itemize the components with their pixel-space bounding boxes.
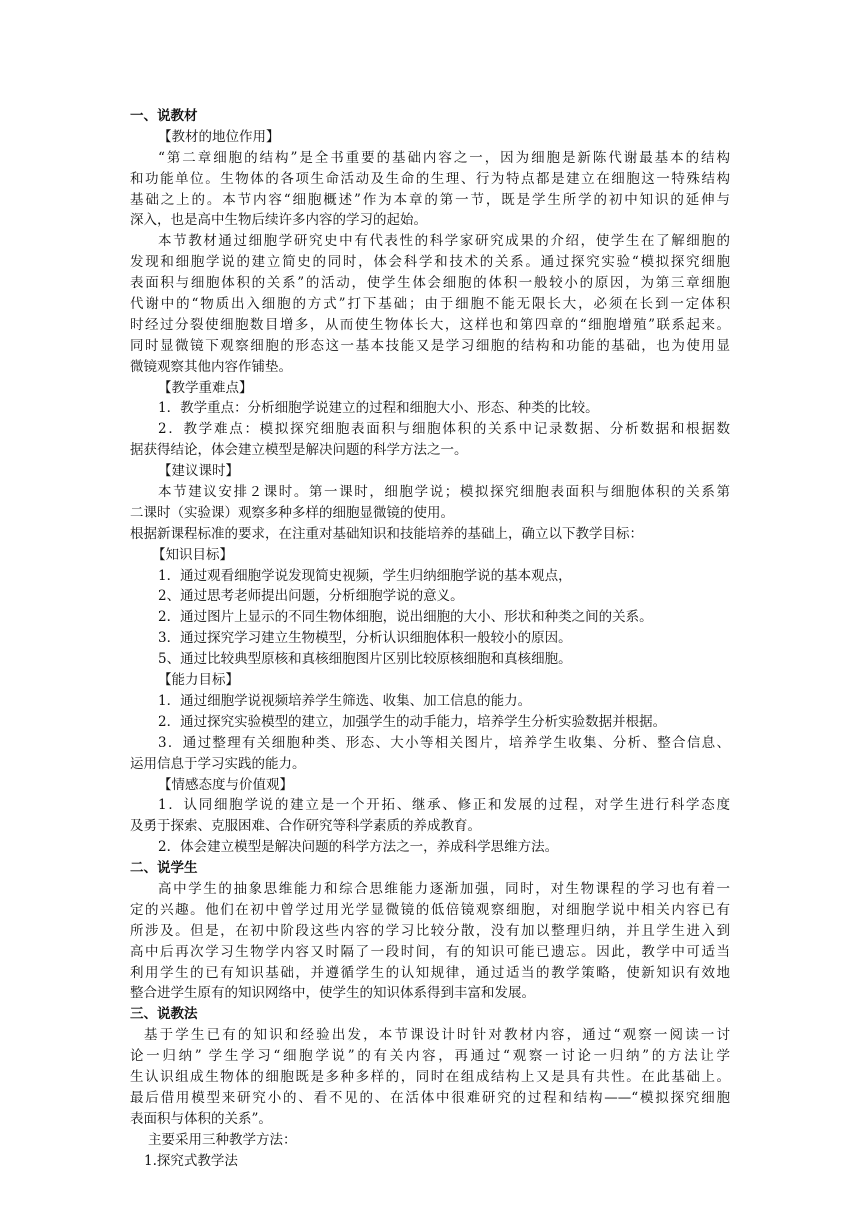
paragraph-line: 及勇于探索、克服困难、合作研究等科学素质的养成教育。 xyxy=(130,818,481,835)
paragraph-line: 高中学生的抽象思维能力和综合思维能力逐渐加强，同时，对生物课程的学习也有着一 xyxy=(158,880,730,897)
paragraph-line: 深入，也是高中生物后续许多内容的学习的起始。 xyxy=(130,212,427,229)
section-heading: 三、说教法 xyxy=(130,1006,198,1023)
subsection-heading: 【教学重难点】 xyxy=(158,379,253,396)
document-body xyxy=(130,106,730,1171)
paragraph-line: 2、通过思考老师提出问题，分析细胞学说的意义。 xyxy=(158,588,464,605)
paragraph-line: 定的兴趣。他们在初中曾学过用光学显微镜的低倍镜观察细胞，对细胞学说中相关内容已有 xyxy=(130,901,730,918)
paragraph-line: 所涉及。但是，在初中阶段这些内容的学习比较分散，没有加以整理归纳，并且学生进入到 xyxy=(130,922,730,939)
paragraph-line: 表面积与体积的关系”。 xyxy=(130,1110,272,1127)
paragraph-line: 2．体会建立模型是解决问题的科学方法之一，养成科学思维方法。 xyxy=(158,839,559,856)
paragraph-line: 基于学生已有的知识和经验出发，本节课设计时针对教材内容，通过“观察一阅读一讨 xyxy=(144,1027,730,1044)
paragraph-line: 微镜观察其他内容作铺垫。 xyxy=(130,358,292,375)
subsection-heading: 【建议课时】 xyxy=(158,463,239,480)
paragraph-line: 本节教材通过细胞学研究史中有代表性的科学家研究成果的介绍，使学生在了解细胞的 xyxy=(158,233,730,250)
paragraph-line: 表面积与细胞体积的关系”的活动，使学生体会细胞的体积一般较小的原因，为第三章细胞 xyxy=(130,275,730,292)
paragraph-line: 同时显微镜下观察细胞的形态这一基本技能又是学习细胞的结构和功能的基础，也为使用显 xyxy=(130,337,730,354)
paragraph-line: 和功能单位。生物体的各项生命活动及生命的生理、行为特点都是建立在细胞这一特殊结构 xyxy=(130,170,730,187)
paragraph-line: 3．通过探究学习建立生物模型，分析认识细胞体积一般较小的原因。 xyxy=(158,630,572,647)
paragraph-line: 1.探究式教学法 xyxy=(144,1152,238,1169)
paragraph-line: 基础之上的。本节内容“细胞概述”作为本章的第一节，既是学生所学的初中知识的延伸与 xyxy=(130,191,730,208)
paragraph-line: 1．教学重点：分析细胞学说建立的过程和细胞大小、形态、种类的比较。 xyxy=(158,400,599,417)
paragraph-line: 生认识组成生物体的细胞既是多种多样的，同时在组成结构上又是具有共性。在此基础上。 xyxy=(130,1068,730,1085)
paragraph-line: 1．通过观看细胞学说发现简史视频，学生归纳细胞学说的基本观点， xyxy=(158,567,572,584)
paragraph-line: 发现和细胞学说的建立简史的同时，体会科学和技术的关系。通过探究实验“模拟探究细胞 xyxy=(130,254,730,271)
subsection-heading: 【能力目标】 xyxy=(158,672,239,689)
paragraph-line: 主要采用三种教学方法： xyxy=(148,1131,297,1148)
paragraph-line: 1．认同细胞学说的建立是一个开拓、继承、修正和发展的过程，对学生进行科学态度 xyxy=(158,797,730,814)
paragraph-line: 论一归纳” 学生学习“细胞学说”的有关内容，再通过“观察一讨论一归纳”的方法让学 xyxy=(130,1048,730,1065)
subsection-heading: 【教材的地位作用】 xyxy=(158,128,280,145)
paragraph-line: 本节建议安排２课时。第一课时，细胞学说；模拟探究细胞表面积与细胞体积的关系第 xyxy=(158,484,730,501)
paragraph-line: 二课时（实验课）观察多种多样的细胞显微镜的使用。 xyxy=(130,504,454,521)
paragraph-line: “第二章细胞的结构”是全书重要的基础内容之一，因为细胞是新陈代谢最基本的结构 xyxy=(158,149,730,166)
paragraph-line: 2．通过图片上显示的不同生物体细胞，说出细胞的大小、形状和种类之间的关系。 xyxy=(158,609,653,626)
paragraph-line: 2．教学难点：模拟探究细胞表面积与细胞体积的关系中记录数据、分析数据和根据数 xyxy=(158,421,730,438)
paragraph-line: 5、通过比较典型原核和真核细胞图片区别比较原核细胞和真核细胞。 xyxy=(158,651,572,668)
paragraph-line: 运用信息于学习实践的能力。 xyxy=(130,755,306,772)
paragraph-line: 3．通过整理有关细胞种类、形态、大小等相关图片，培养学生收集、分析、整合信息、 xyxy=(158,734,730,751)
paragraph-line: 据获得结论，体会建立模型是解决问题的科学方法之一。 xyxy=(130,442,468,459)
paragraph-line: 最后借用模型来研究小的、看不见的、在活体中很难研究的过程和结构——“模拟探究细胞 xyxy=(130,1089,730,1106)
paragraph-line: 整合进学生原有的知识网络中，使学生的知识体系得到丰富和发展。 xyxy=(130,985,535,1002)
paragraph-line: 利用学生的已有知识基础，并遵循学生的认知规律，通过适当的教学策略，使新知识有效地 xyxy=(130,964,730,981)
paragraph-line: 根据新课程标准的要求，在注重对基础知识和技能培养的基础上，确立以下教学目标： xyxy=(130,525,643,542)
paragraph-line: 时经过分裂使细胞数目增多，从而使生物体长大，这样也和第四章的“细胞增殖”联系起来。 xyxy=(130,316,730,333)
subsection-heading: 【知识目标】 xyxy=(152,546,233,563)
subsection-heading: 【情感态度与价值观】 xyxy=(158,776,293,793)
paragraph-line: 代谢中的“物质出入细胞的方式”打下基础；由于细胞不能无限长大，必须在长到一定体积 xyxy=(130,296,730,313)
paragraph-line: 1．通过细胞学说视频培养学生筛选、收集、加工信息的能力。 xyxy=(158,692,532,709)
paragraph-line: 2．通过探究实验模型的建立，加强学生的动手能力，培养学生分析实验数据并根据。 xyxy=(158,713,667,730)
section-heading: 一、说教材 xyxy=(130,108,198,124)
section-heading: 二、说学生 xyxy=(130,860,198,877)
paragraph-line: 高中后再次学习生物学内容又时隔了一段时间，有的知识可能已遗忘。因此，教学中可适当 xyxy=(130,943,730,960)
